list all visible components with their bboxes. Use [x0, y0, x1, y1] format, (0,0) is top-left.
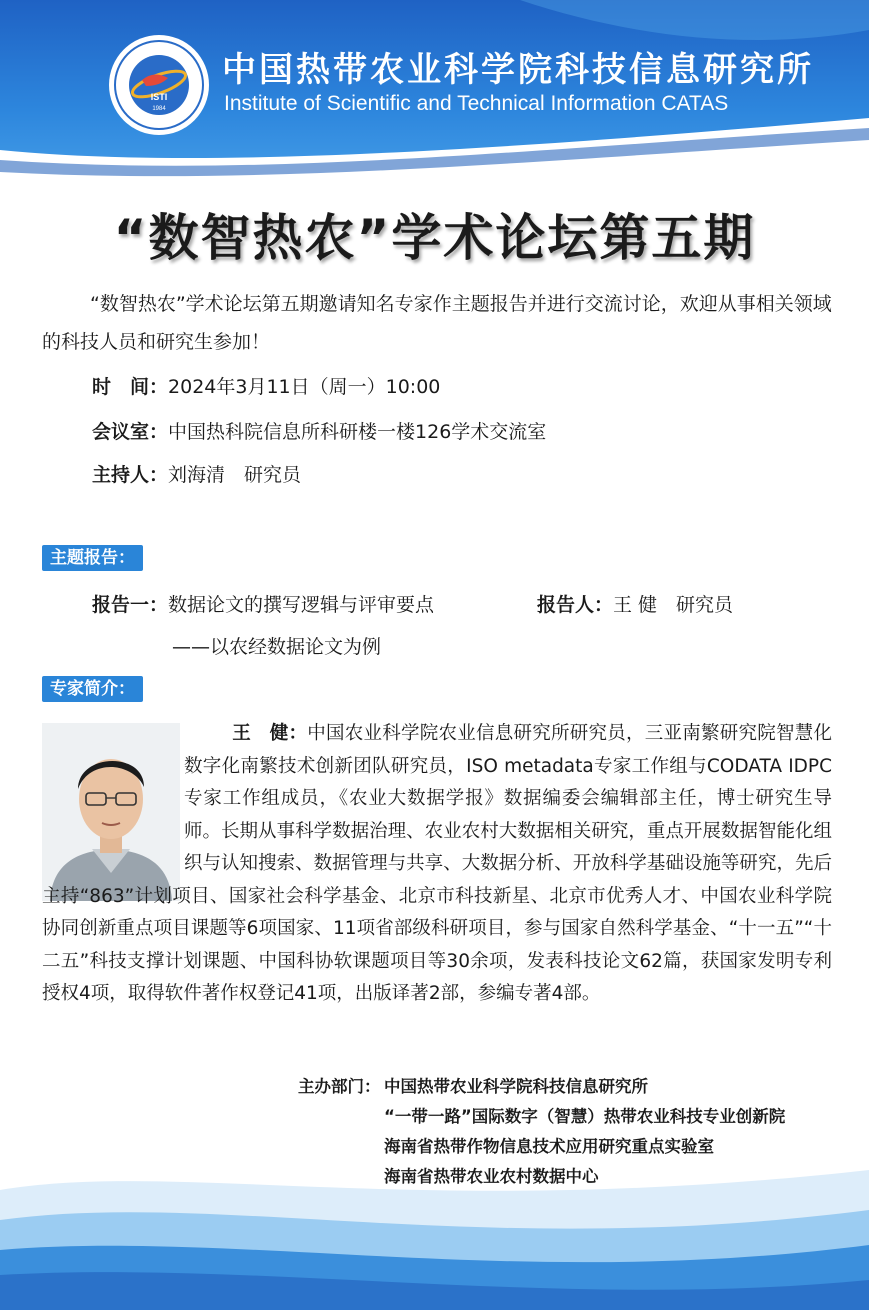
organizer-item: 海南省热带农业农村数据中心 [384, 1167, 599, 1186]
organizer-item: 中国热带农业科学院科技信息研究所 [384, 1077, 648, 1096]
org-name-chinese: 中国热带农业科学院科技信息研究所 [222, 50, 814, 90]
footer-wave-decoration [0, 1150, 869, 1310]
host-value: 刘海清 研究员 [168, 464, 302, 486]
host-row [92, 460, 301, 487]
time-value: 2024年3月11日（周一）10:00 [168, 376, 441, 398]
room-row [92, 417, 546, 444]
page-title: “数智热农”学术论坛第五期 [113, 209, 756, 267]
organizers-label: 主办部门： [298, 1077, 381, 1096]
time-row [92, 372, 440, 399]
room-value: 中国热科院信息所科研楼一楼126学术交流室 [168, 421, 547, 443]
logo-text: ISTI [150, 92, 168, 102]
report-section-tag: 主题报告： [42, 545, 143, 571]
logo-year: 1984 [152, 106, 166, 112]
speaker-label: 报告人： [537, 594, 614, 616]
report-subtitle: ——以农经数据论文为例 [172, 636, 382, 658]
report-label: 报告一： [92, 594, 169, 616]
speaker-value: 王 健 研究员 [613, 594, 734, 616]
report-title-row [92, 590, 434, 617]
expert-section-tag: 专家简介： [42, 676, 143, 702]
organizer-item: “一带一路”国际数字（智慧）热带农业科技专业创新院 [384, 1107, 786, 1126]
org-name-english: Institute of Scientific and Technical Information CATAS [224, 92, 729, 115]
time-label: 时 间： [92, 376, 169, 398]
intro-paragraph: “数智热农”学术论坛第五期邀请知名专家作主题报告并进行交流讨论，欢迎从事相关领域的科技人员和研究生参加！ [42, 293, 832, 353]
expert-bio [42, 718, 832, 1011]
header-banner [0, 0, 869, 200]
institute-logo [108, 34, 210, 136]
report-title: 数据论文的撰写逻辑与评审要点 [168, 594, 435, 616]
host-label: 主持人： [92, 464, 169, 486]
speaker-row [537, 590, 733, 617]
expert-bio-text: 中国农业科学院农业信息研究所研究员，三亚南繁研究院智慧化数字化南繁技术创新团队研究员，ISO metadata专家工作组与CODATA IDPC专家工作组成员，《农业大数据学报》数据编委会编辑部主任，博士研究生导师。长期从事科学数据治理、农业农村大数据相关研究，重点开展数据智能化组织与认知搜索、数据管理与共享、大数据分析、开放科学基础设施等研究，先后主持“863”计划项目、国家社会科学基金、北京市科技新星、北京市优秀人才、中国农业科学院协同创新重点项目课题等6项国家、11项省部级科研项目，参与国家自然科学基金、“十一五”“十二五”科技支撑计划课题、中国科协软课题项目等30余项，发表科技论文62篇，获国家发明专利授权4项，取得软件著作权登记41项，出版译著2部，参编专著4部。 [42, 723, 832, 1004]
organizer-item: 海南省热带作物信息技术应用研究重点实验室 [384, 1137, 714, 1156]
expert-name: 王 健： [232, 723, 308, 744]
room-label: 会议室： [92, 421, 169, 443]
